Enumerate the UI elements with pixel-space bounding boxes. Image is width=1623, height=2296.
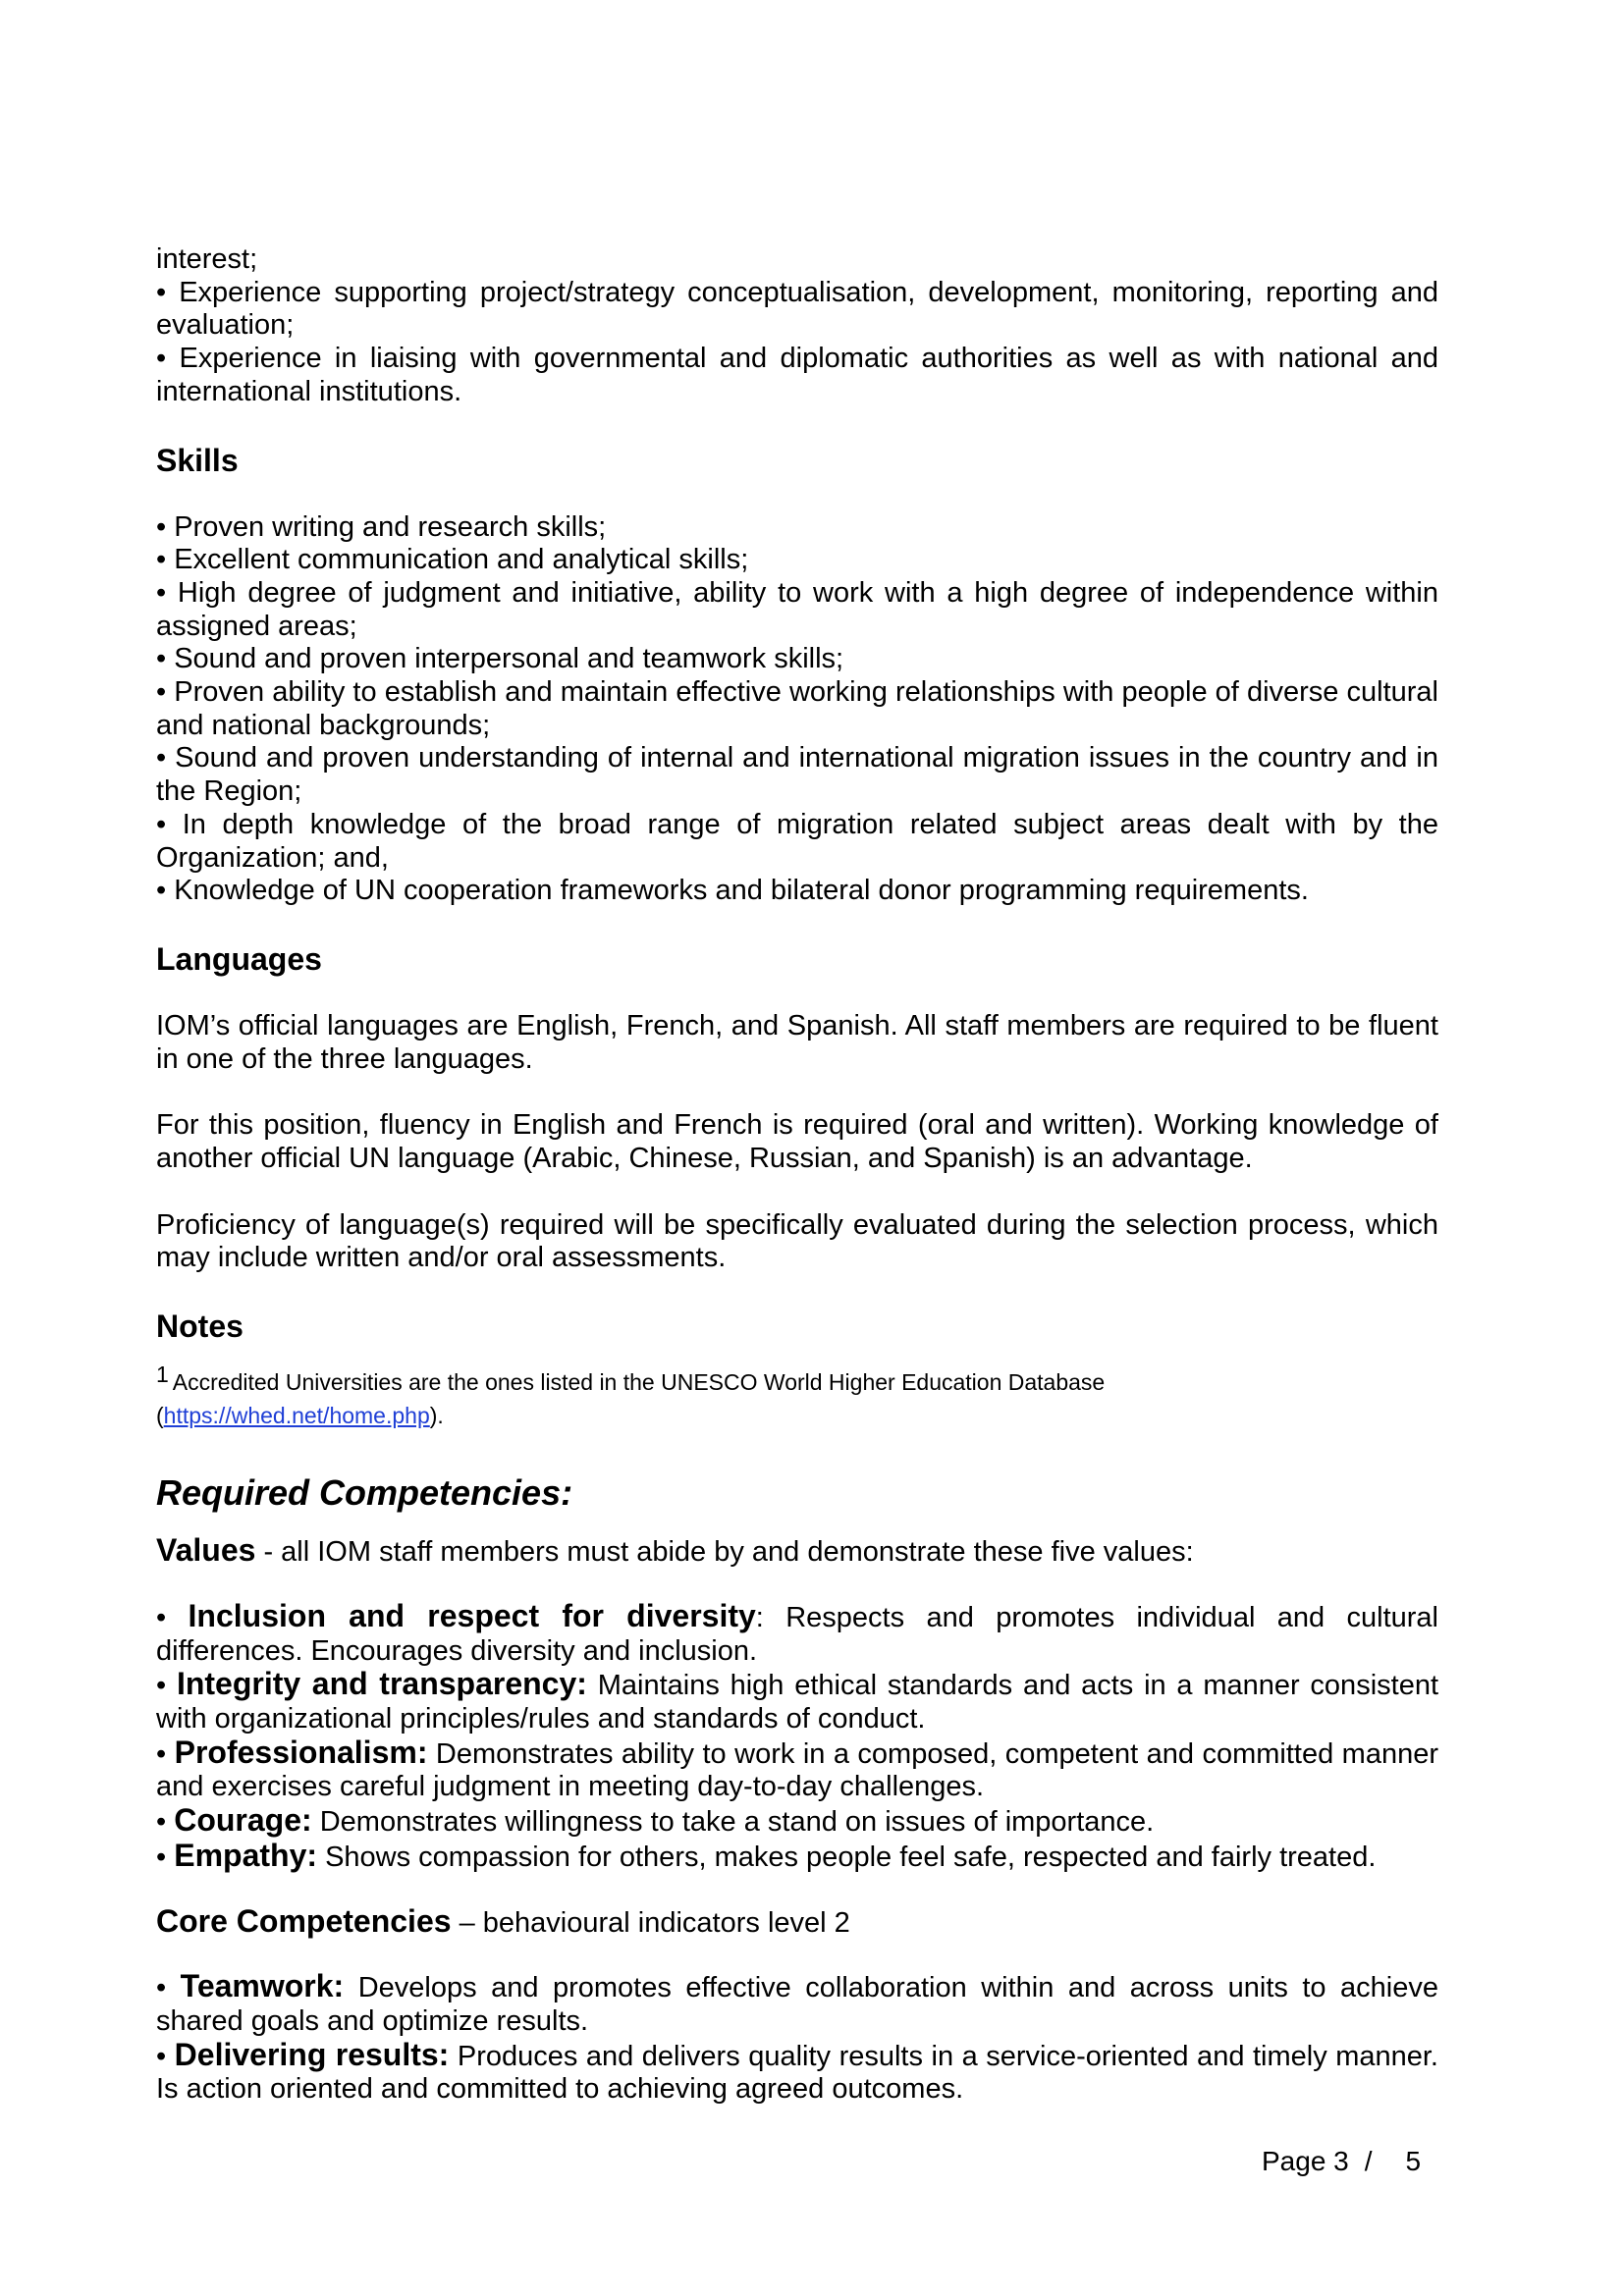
languages-paragraph: Proficiency of language(s) required will be specifically evaluated during the selection process, which may include written and/or oral assessments. bbox=[156, 1208, 1438, 1274]
value-item: • Empathy: Shows compassion for others, makes people feel safe, respected and fairly treated. bbox=[156, 1837, 1377, 1873]
footnote-link-line bbox=[156, 1399, 1438, 1432]
skill-item: • High degree of judgment and initiative, ability to work with a high degree of independence within assigned areas; bbox=[156, 576, 1438, 642]
value-item: • Inclusion and respect for diversity: Respects and promotes individual and cultural differences. Encourages diversity and inclusion. bbox=[156, 1597, 1438, 1667]
value-term: Courage: bbox=[174, 1802, 312, 1839]
languages-paragraph: IOM’s official languages are English, French, and Spanish. All staff members are required to be fluent in one of the three languages. bbox=[156, 1009, 1438, 1075]
languages-paragraph: For this position, fluency in English and French is required (oral and written). Working knowledge of another official UN language (Arabic, Chinese, Russian, and Spanish) is an advantage. bbox=[156, 1109, 1438, 1175]
footnote bbox=[156, 1362, 1438, 1399]
value-text: Demonstrates ability to work in a composed, competent and committed manner and exercises careful judgment in meeting day-to-day challenges. bbox=[156, 1737, 1438, 1803]
page-content bbox=[156, 243, 1438, 2107]
notes-heading: Notes bbox=[156, 1308, 243, 1345]
page-slash: / bbox=[1364, 2146, 1373, 2176]
required-competencies-title: Required Competencies: bbox=[156, 1472, 573, 1514]
page-total: 5 bbox=[1405, 2146, 1422, 2176]
languages-heading: Languages bbox=[156, 940, 322, 977]
value-text: Demonstrates willingness to take a stand on issues of importance. bbox=[311, 1806, 1155, 1839]
page-label: Page 3 bbox=[1262, 2146, 1349, 2176]
page-number-footer bbox=[1262, 2145, 1421, 2178]
footnote-text: Accredited Universities are the ones listed in the UNESCO World Higher Education Database bbox=[172, 1369, 1106, 1396]
value-text: Respects and promotes individual and cultural differences. Encourages diversity and inclusion. bbox=[156, 1601, 1438, 1667]
value-term: Professionalism: bbox=[174, 1734, 428, 1770]
intro-line: • Experience supporting project/strategy conceptualisation, development, monitoring, reporting and evaluation; bbox=[156, 276, 1438, 342]
value-item: • Courage: Demonstrates willingness to take a stand on issues of importance. bbox=[156, 1802, 1155, 1839]
core-competencies-lead: Core Competencies bbox=[156, 1902, 452, 1939]
skill-item: • Sound and proven understanding of internal and international migration issues in the country and in the Region; bbox=[156, 742, 1438, 808]
skill-item: • In depth knowledge of the broad range of migration related subject areas dealt with by the Organization; and, bbox=[156, 808, 1438, 874]
value-text: Maintains high ethical standards and acts in a manner consistent with organizational principles/rules and standards of conduct. bbox=[156, 1670, 1439, 1735]
value-item: • Integrity and transparency: Maintains high ethical standards and acts in a manner consistent with organizational principles/rules and standards of conduct. bbox=[156, 1666, 1439, 1735]
intro-line: interest; bbox=[156, 243, 258, 275]
skills-heading: Skills bbox=[156, 442, 239, 478]
values-intro bbox=[156, 1534, 1438, 1570]
close-paren: ). bbox=[429, 1403, 444, 1429]
skill-item: • Excellent communication and analytical skills; bbox=[156, 544, 749, 576]
values-lead: Values bbox=[156, 1532, 256, 1569]
open-paren: ( bbox=[156, 1403, 164, 1429]
value-separator: : bbox=[755, 1601, 764, 1633]
value-term: Inclusion and respect for diversity bbox=[188, 1597, 756, 1633]
core-text: Produces and delivers quality results in a service-oriented and timely manner. Is action oriented and committed to achieving agreed outcomes. bbox=[156, 2040, 1438, 2106]
skill-item: • Proven ability to establish and maintain effective working relationships with people of diverse cultural and national backgrounds; bbox=[156, 676, 1438, 741]
value-term: Integrity and transparency: bbox=[176, 1666, 587, 1702]
value-text: Shows compassion for others, makes people feel safe, respected and fairly treated. bbox=[317, 1841, 1377, 1873]
core-competencies-intro bbox=[156, 1902, 1438, 1941]
value-item: • Professionalism: Demonstrates ability to work in a composed, competent and committed manner and exercises careful judgment in meeting day-to-day challenges. bbox=[156, 1734, 1438, 1803]
core-item: • Teamwork: Develops and promotes effective collaboration within and across units to achieve shared goals and optimize results. bbox=[156, 1968, 1438, 2037]
footnote-marker: 1 bbox=[156, 1362, 169, 1388]
intro-line: • Experience in liaising with governmental and diplomatic authorities as well as with national and international institutions. bbox=[156, 343, 1438, 407]
core-item: • Delivering results: Produces and delivers quality results in a service-oriented and timely manner. Is action oriented and committed to achieving agreed outcomes. bbox=[156, 2036, 1438, 2106]
skill-item: • Sound and proven interpersonal and teamwork skills; bbox=[156, 643, 844, 675]
core-term: Teamwork: bbox=[180, 1968, 345, 2004]
core-term: Delivering results: bbox=[174, 2036, 450, 2072]
core-competencies-intro-text: – behavioural indicators level 2 bbox=[451, 1906, 850, 1939]
skill-item: • Proven writing and research skills; bbox=[156, 510, 607, 543]
skill-item: • Knowledge of UN cooperation frameworks and bilateral donor programming requirements. bbox=[156, 875, 1309, 907]
values-intro-text: - all IOM staff members must abide by and demonstrate these five values: bbox=[255, 1536, 1194, 1569]
whed-link[interactable]: https://whed.net/home.php bbox=[163, 1403, 430, 1429]
core-text: Develops and promotes effective collaboration within and across units to achieve shared goals and optimize results. bbox=[156, 1972, 1438, 2037]
value-term: Empathy: bbox=[174, 1837, 318, 1873]
